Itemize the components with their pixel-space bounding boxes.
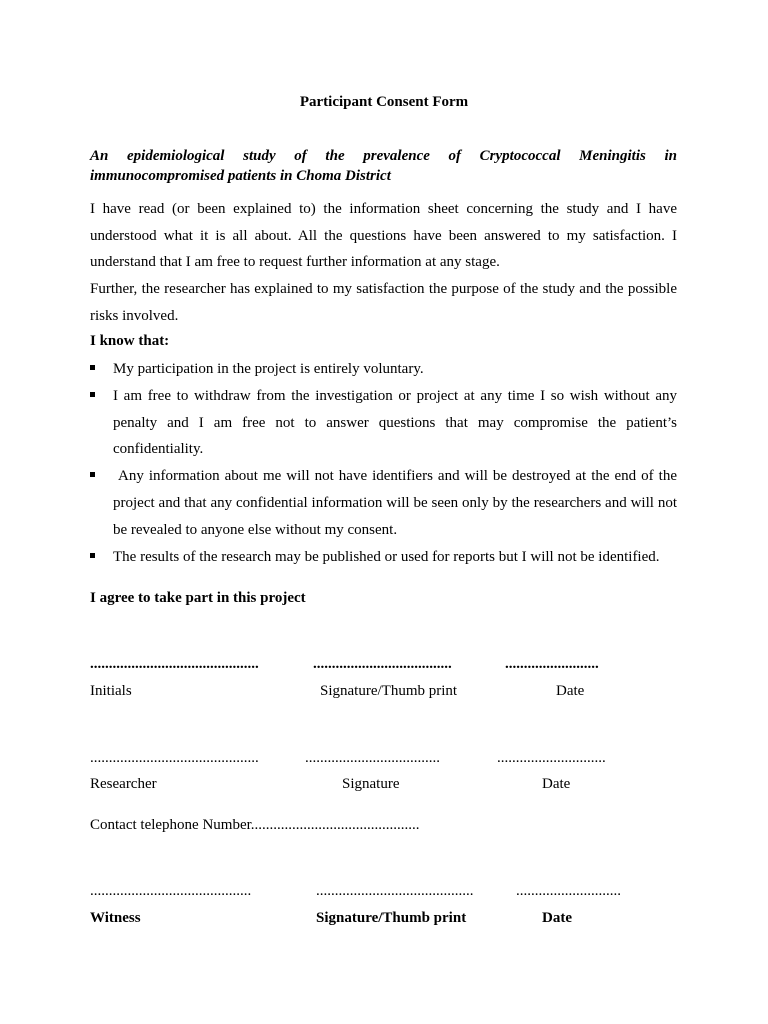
page-title: Participant Consent Form [299, 94, 469, 110]
know-heading: I know that: [90, 333, 170, 349]
bullet-text: I am free to withdraw from the investigation or project at any time I so wish without any penalty and I am free not to answer questions that may compromise the patient’s confidentiality. [113, 387, 677, 458]
list-item [90, 544, 677, 571]
witness-signature-line: .......................................... [316, 883, 474, 899]
square-bullet-icon [90, 392, 95, 397]
study-title: An epidemiological study of the prevalence of Cryptococcal Meningitis in immunocompromised patients in Choma District [90, 148, 677, 184]
list-item [90, 356, 677, 383]
agree-statement: I agree to take part in this project [90, 590, 306, 606]
square-bullet-icon [90, 472, 95, 477]
witness-date-line: ............................ [516, 883, 621, 899]
researcher-date-line: ............................. [497, 750, 606, 766]
witness-label: Witness [90, 910, 141, 926]
researcher-label: Researcher [90, 776, 157, 792]
researcher-line: ............................................. [90, 750, 259, 766]
initials-line: ............................................. [90, 656, 259, 672]
list-item [90, 463, 681, 543]
date-label: Date [556, 683, 585, 699]
bullet-text: My participation in the project is entirely voluntary. [113, 361, 424, 377]
researcher-signature-label: Signature [342, 776, 400, 792]
researcher-signature-line: .................................... [305, 750, 440, 766]
intro-paragraph: I have read (or been explained to) the information sheet concerning the study and I have understood what it is all about. All the questions have been answered to my satisfaction. I understand that I am free to request further information at any stage. [90, 201, 677, 271]
witness-line: ........................................... [90, 883, 252, 899]
list-item [90, 383, 677, 463]
second-paragraph: Further, the researcher has explained to my satisfaction the purpose of the study and the possible risks involved. [90, 281, 677, 324]
contact-telephone-line: Contact telephone Number............................................. [90, 817, 420, 833]
square-bullet-icon [90, 365, 95, 370]
bullet-text: The results of the research may be published or used for reports but I will not be identified. [113, 548, 660, 565]
witness-date-label: Date [542, 910, 572, 926]
bullet-text: Any information about me will not have identifiers and will be destroyed at the end of the project and that any confidential information will be seen only by the researchers and will not be revealed to anyone else without my consent. [113, 468, 681, 538]
researcher-date-label: Date [542, 776, 571, 792]
consent-bullet-list [90, 356, 681, 570]
witness-signature-label: Signature/Thumb print [316, 910, 467, 926]
date-line: ......................... [505, 656, 599, 672]
signature-line: ..................................... [313, 656, 452, 672]
initials-label: Initials [90, 683, 132, 699]
square-bullet-icon [90, 553, 95, 558]
signature-label: Signature/Thumb print [320, 683, 458, 699]
